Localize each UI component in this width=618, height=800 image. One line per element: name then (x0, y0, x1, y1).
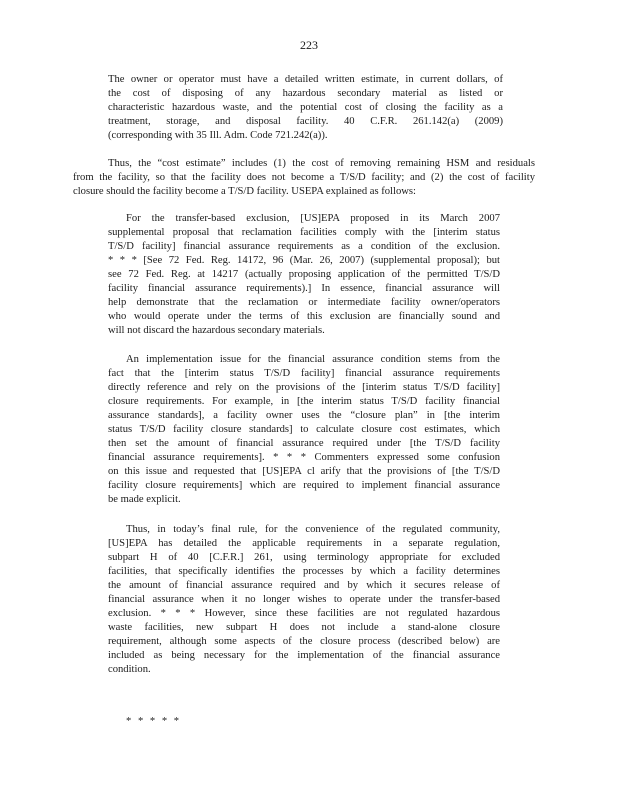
text-line: the amount of financial assurance required and by which it secures release of (108, 580, 500, 591)
text-line: see 72 Fed. Reg. at 14217 (actually proposing application of the permitted T/S/D (108, 269, 500, 280)
text-line: then set the amount of financial assurance required under [the T/S/D facility (108, 438, 500, 449)
text-line: facilities, that specifically identifies the processes by which a facility determines (108, 566, 500, 577)
text-line: treatment, storage, and disposal facility. 40 C.F.R. 261.142(a) (2009) (108, 116, 503, 127)
text-line: closure requirements. For example, in [the interim status T/S/D facility financial (108, 396, 500, 407)
text-line: characteristic hazardous waste, and the potential cost of closing the facility as a (108, 102, 503, 113)
text-line: facility closure requirements] which are required to implement financial assurance (108, 480, 500, 491)
text-line: closure should the facility become a T/S/D facility. USEPA explained as follows: (73, 186, 416, 197)
text-line: subpart H of 40 [C.F.R.] 261, using terminology appropriate for excluded (108, 552, 500, 563)
text-line: * * * [See 72 Fed. Reg. 14172, 96 (Mar. 26, 2007) (supplemental proposal); but (108, 255, 500, 266)
text-line: facility financial assurance requirements).] In essence, financial assurance will (108, 283, 500, 294)
text-line: condition. (108, 664, 151, 675)
text-line: financial assurance requirements]. * * * Commenters expressed some confusion (108, 452, 500, 463)
text-line: exclusion. * * * However, since these facilities are not regulated hazardous (108, 608, 500, 619)
page-number: 223 (300, 38, 318, 52)
text-line: (corresponding with 35 Ill. Adm. Code 721.242(a)). (108, 130, 328, 141)
text-line: supplemental proposal that reclamation facilities comply with the [interim status (108, 227, 500, 238)
text-line: will not discard the hazardous secondary materials. (108, 325, 325, 336)
text-line: The owner or operator must have a detailed written estimate, in current dollars, of (108, 74, 503, 85)
text-line: the cost of disposing of any hazardous secondary material as listed or (108, 88, 503, 99)
text-line: T/S/D facility] financial assurance requirements as a condition of the exclusion. (108, 241, 500, 252)
text-line: included as being necessary for the implementation of the financial assurance (108, 650, 500, 661)
text-line: Thus, in today’s final rule, for the convenience of the regulated community, (126, 524, 500, 535)
text-line: financial assurance when it no longer wishes to operate under the transfer-based (108, 594, 500, 605)
text-line: fact that the [interim status T/S/D facility] financial assurance requirements (108, 368, 500, 379)
text-line: directly reference and rely on the provisions of the [interim status T/S/D facility] (108, 382, 500, 393)
text-line: status T/S/D facility closure standards] to calculate closure cost estimates, which (108, 424, 500, 435)
text-line: assurance standards], a facility owner uses the “closure plan” in [the interim (108, 410, 500, 421)
text-line: on this issue and requested that [US]EPA cl arify that the provisions of [the T/S/D (108, 466, 500, 477)
text-line: be made explicit. (108, 494, 181, 505)
text-line: from the facility, so that the facility does not become a T/S/D facility; and (2) the cost of facility (73, 172, 535, 183)
text-line: who would operate under the terms of this exclusion are financially sound and (108, 311, 500, 322)
text-line: An implementation issue for the financial assurance condition stems from the (126, 354, 500, 365)
text-line: Thus, the “cost estimate” includes (1) the cost of removing remaining HSM and residuals (108, 158, 535, 169)
text-line: waste facilities, new subpart H does not include a stand-alone closure (108, 622, 500, 633)
text-line: requirement, although some aspects of the closure process (described below) are (108, 636, 500, 647)
omission-asterisks: * * * * * (126, 716, 182, 727)
text-line: help demonstrate that the reclamation or intermediate facility owner/operators (108, 297, 500, 308)
text-line: For the transfer-based exclusion, [US]EPA proposed in its March 2007 (126, 213, 500, 224)
text-line: [US]EPA has detailed the applicable requirements in a separate regulation, (108, 538, 500, 549)
